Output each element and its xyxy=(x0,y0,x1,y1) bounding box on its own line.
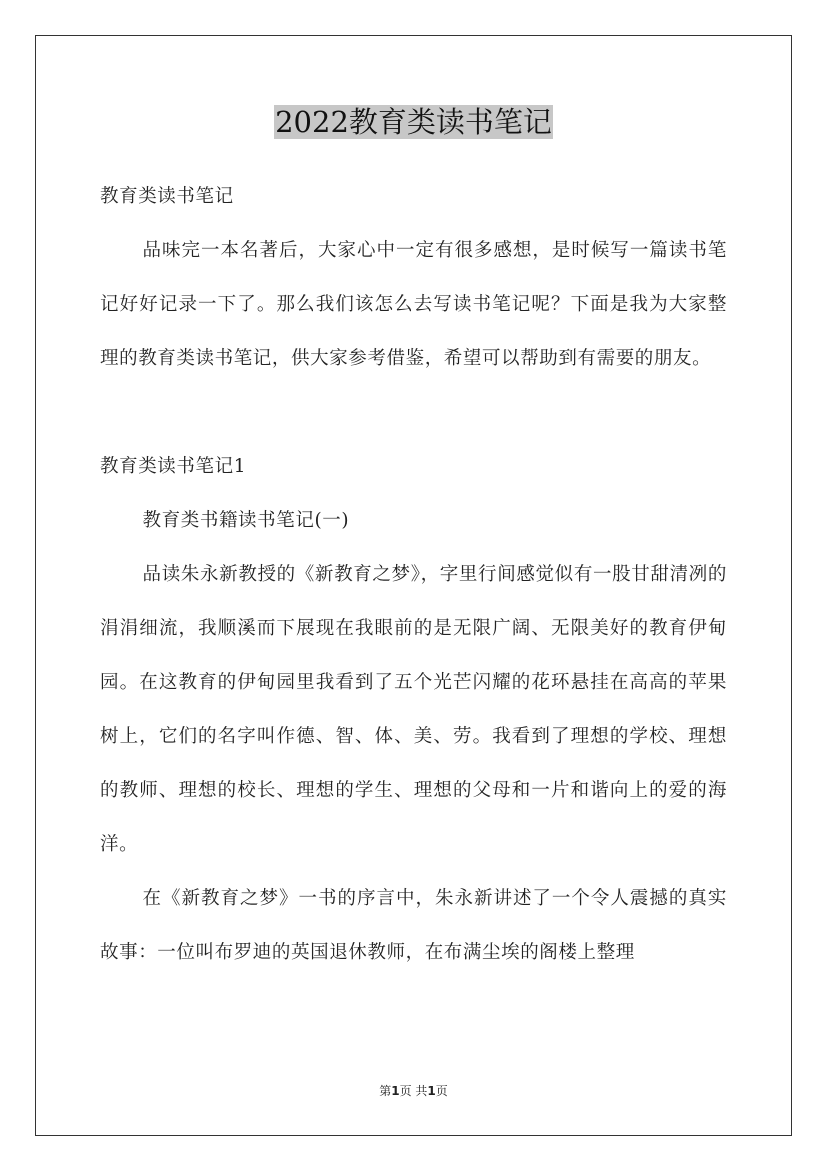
intro-paragraph: 品味完一本名著后，大家心中一定有很多感想，是时候写一篇读书笔记好好记录一下了。那么我们该怎么去写读书笔记呢？下面是我为大家整理的教育类读书笔记，供大家参考借鉴，希望可以帮助到有需要的朋友。 xyxy=(100,240,727,369)
body-paragraph-2: 在《新教育之梦》一书的序言中，朱永新讲述了一个令人震撼的真实故事：一位叫布罗迪的英国退休教师，在布满尘埃的阁楼上整理 xyxy=(100,888,727,963)
body-paragraph-1: 品读朱永新教授的《新教育之梦》，字里行间感觉似有一股甘甜清冽的涓涓细流，我顺溪而下展现在我眼前的是无限广阔、无限美好的教育伊甸园。在这教育的伊甸园里我看到了五个光芒闪耀的花环悬挂在高高的苹果树上，它们的名字叫作德、智、体、美、劳。我看到了理想的学校、理想的教师、理想的校长、理想的学生、理想的父母和一片和谐向上的爱的海洋。 xyxy=(100,564,727,855)
footer-page-suffix: 页 xyxy=(435,1084,448,1098)
footer-page-total: 1 xyxy=(427,1084,436,1098)
document-title-highlight: 2022教育类读书笔记 xyxy=(275,105,552,139)
footer-page-prefix: 第 xyxy=(379,1084,392,1098)
paragraph-spacer xyxy=(100,386,727,440)
page-footer xyxy=(0,1082,827,1100)
document-body xyxy=(100,170,727,980)
heading-main: 教育类读书笔记 xyxy=(100,186,234,207)
footer-page-current: 1 xyxy=(391,1084,400,1098)
footer-page-mid: 页 共 xyxy=(399,1084,428,1098)
subheading: 教育类书籍读书笔记(一) xyxy=(142,510,350,531)
heading-section-1: 教育类读书笔记1 xyxy=(100,456,247,477)
document-title xyxy=(0,101,827,143)
